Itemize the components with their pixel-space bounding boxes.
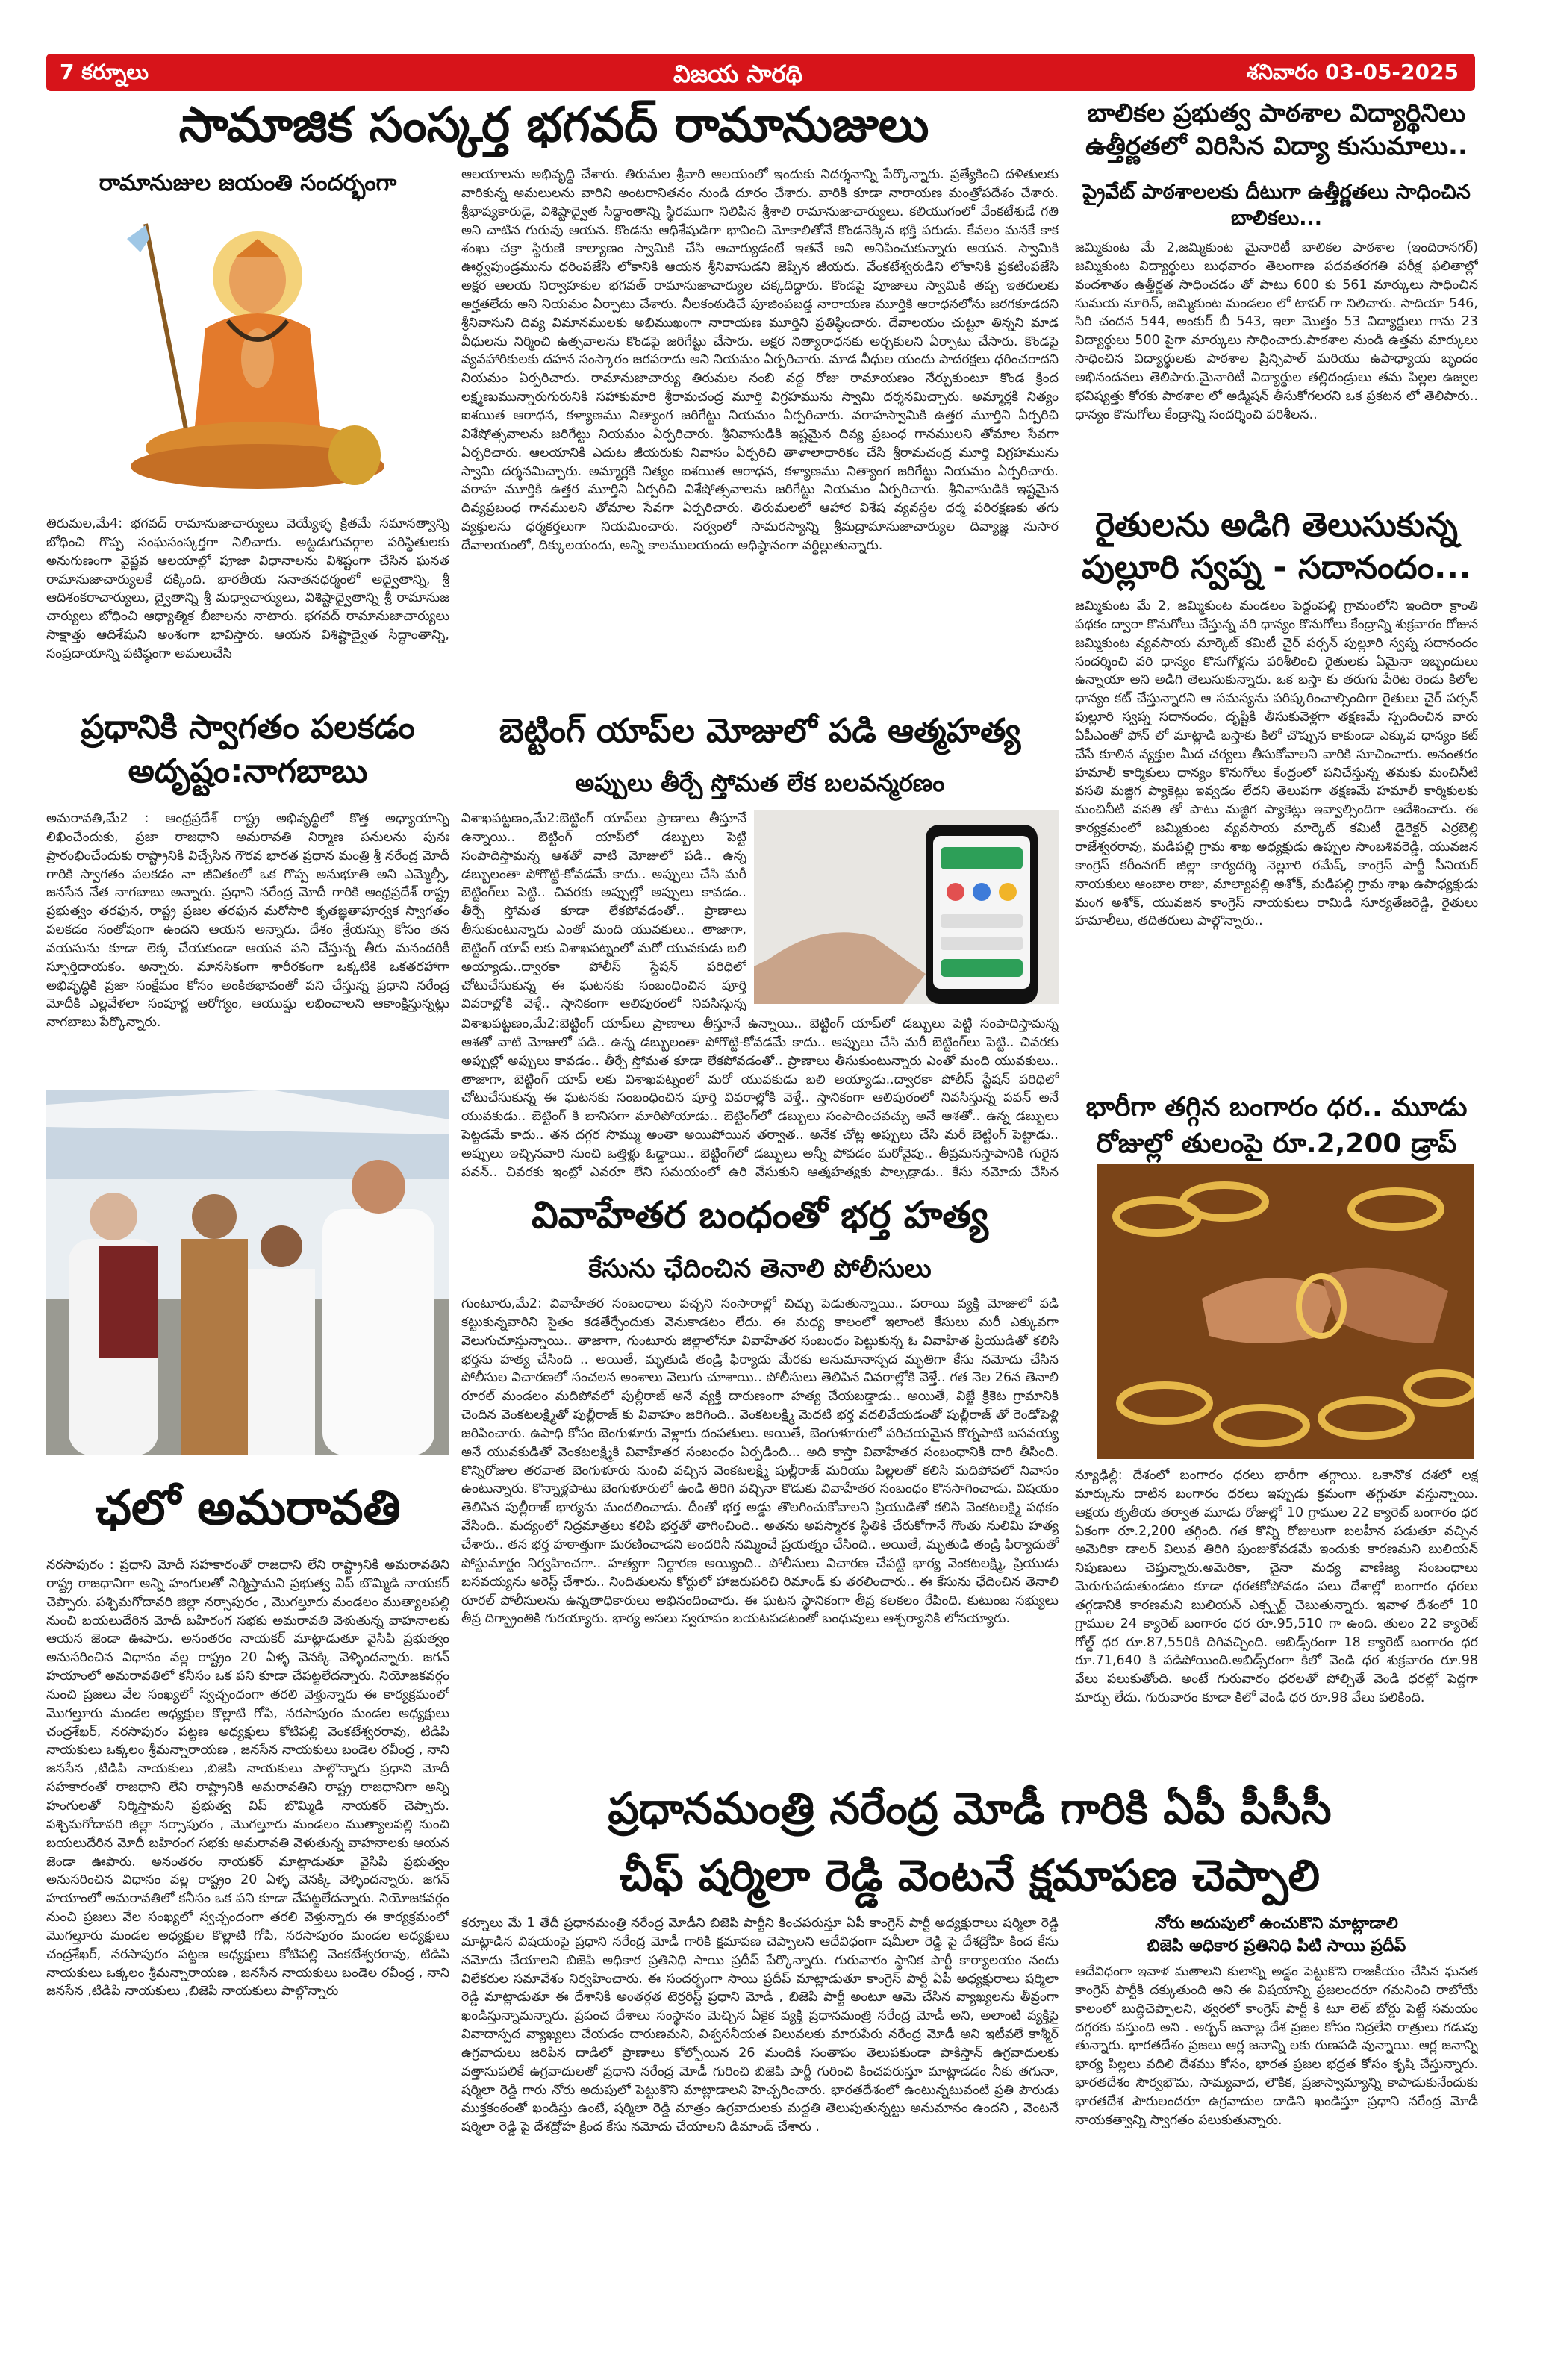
betting-headline: బెట్టింగ్ యాప్‌ల మోజులో పడి ఆత్మహత్య bbox=[499, 712, 1021, 750]
betting-text-continued: విశాఖపట్టణం,మే2:బెట్టింగ్ యాప్‌లు ప్రాణాలు తీస్తూనే ఉన్నాయి.. బెట్టింగ్ యాప్‌లో డబ్బులు పెట్టి సంపాదిస్తామన్న ఆశతో వాటి మోజులో పడి.. ఉన్న డబ్బులంతా పోగొట్టి-కోవడమే కాదు.. అప్పులు చేసి మరీ బెట్టింగ్‌లు పెట్టి.. చివరకు అప్పుల్లో అప్పులు కావడం.. తీర్చే స్తోమత కూడా లేకపోవడంతో.. ప్రాణాలు తీసుకుంటున్నారు ఎంతో మంది యువకులు.. తాజాగా, బెట్టింగ్ యాప్ లకు విశాఖపట్నంలో మరో యువకుడు బలి అయ్యాడు..ద్వారకా పోలీస్ స్టేషన్ పరిధిలో చోటుచేసుకున్న ఈ ఘటనకు సంబంధించిన పూర్తి వివరాల్లోకి వెళ్తే.. స్తానికంగా ఆలిపురంలో నివసిస్తున్న పవన్ అనే యువకుడు.. బెట్టింగ్ కి బానిసగా మారిపోయాడు.. బెట్టింగ్‌లో డబ్బులు సంపాదించవచ్చు అనే ఆశతో.. ఉన్న డబ్బులు పెట్టడమే కాదు.. తన దగ్గర సొమ్ము అంతా అయిపోయిన తర్వాత.. అనేక చోట్ల అప్పులు చేసి మరీ బెట్టింగ్ పెట్టాడు.. అప్పులు ఇచ్చినవారి నుంచి ఒత్తిళ్లు ఓడ్డాయి.. బెట్టింగ్‌లో డబ్బులు అన్నీ పోవడం మరోవైపు.. తీవ్రమనస్తాపానికి గురైన పవన్.. చివరకు ఇంట్లో ఎవరూ లేని సమయంలో ఉరి వేసుకుని ఆత్మహత్యకు పాల్పడ్డాడు.. కేసు నమోదు చేసిన bbox=[461, 1016, 1059, 1179]
balikalu-text: జమ్మికుంట మే 2,జమ్మికుంట మైనారిటీ బాలికల పాఠశాల (ఇందిరానగర్) జమ్మికుంట విద్యార్థులు బుధవారం తెలంగాణ పదవతరగతి పరీక్ష ఫలితాల్లో వందశాతం ఉత్తీర్ణత సాధించడం తో పాటు 600 కు 561 మార్కులు సాధించిన సుమయ నూరిన్, జమ్మికుంట మండలం లో టాపర్ గా నిలిచారు. సాదియా 546, సిరి చందన 544, అంకుర్ బీ 543, ఇలా మొత్తం 53 విద్యార్థులు గాను 23 విద్యార్థులు 500 పైగా మార్కులు సాధించారు.పాఠశాల నుండి ఉత్తమ మార్కులు సాధించిన విద్యార్థులకు పాఠశాల ప్రిన్సిపాల్ మరియు ఉపాధ్యాయ బృందం అభినందనలు తెలిపారు.మైనారిటీ విద్యార్థుల తల్లిదండ్రులు తమ పిల్లల ఉజ్వల భవిష్యత్తు కోరకు పాఠశాల లో అడ్మిషన్ తీసుకోగలరని ఒక ప్రకటన లో తెలిపారు.. ధాన్యం కొనుగోలు కేంద్రాన్ని సందర్శించి పరిశీలన.. bbox=[1075, 240, 1478, 422]
balikalu-subheadline: ప్రైవేట్ పాఠశాలలకు దీటుగా ఉత్తీర్ణతలు సాధించిన బాలికలు... bbox=[1082, 181, 1471, 231]
ramanuja-text-left: తిరుమల,మే4: భగవద్ రామానుజాచార్యులు వెయ్యేళ్ళ క్రితమే సమానత్వాన్ని బోధించి గొప్ప సంఘసంస్కర్తగా నిలిచారు. అట్టడుగువర్గాల పరిస్థితులకు అనుగుణంగా వైష్ణవ ఆలయాల్లో పూజా విధానాలను విశిష్టంగా చేసిన ఘనత రామానుజాచార్యులకే దక్కింది. భారతీయ సనాతనధర్మంలో అద్వైతాన్ని, శ్రీ ఆదిశంకరాచార్యులు, ద్వైతాన్ని శ్రీ మధ్వాచార్యులు, విశిష్టాద్వైతాన్ని శ్రీ రామానుజ చార్యులు బోధించి ఆధ్యాత్మిక బీజాలను నాటారు. భగవద్ రామానుజాచార్యులు సాక్షాత్తు ఆదిశేషుని అంశంగా భావిస్తారు. ఆయన విశిష్టాద్వైత సిద్ధాంతాన్ని, సంప్రదాయాన్ని పటిష్ఠంగా అమలుచేసి bbox=[46, 516, 449, 661]
gold-jewellery-photo bbox=[1097, 1164, 1474, 1459]
betting-text: విశాఖపట్టణం,మే2:బెట్టింగ్ యాప్‌లు ప్రాణాలు తీస్తూనే ఉన్నాయి.. బెట్టింగ్ యాప్‌లో డబ్బులు పెట్టి సంపాదిస్తామన్న ఆశతో వాటి మోజులో పడి.. ఉన్న డబ్బులంతా పోగొట్టి-కోవడమే కాదు.. అప్పులు చేసి మరీ బెట్టింగ్‌లు పెట్టి.. చివరకు అప్పుల్లో అప్పులు కావడం.. తీర్చే స్తోమత కూడా లేకపోవడంతో.. ప్రాణాలు తీసుకుంటున్నారు ఎంతో మంది యువకులు.. తాజాగా, బెట్టింగ్ యాప్ లకు విశాఖపట్నంలో మరో యువకుడు బలి అయ్యాడు..ద్వారకా పోలీస్ స్టేషన్ పరిధిలో చోటుచేసుకున్న ఈ ఘటనకు సంబంధించిన పూర్తి వివరాల్లోకి వెళ్తే.. స్తానికంగా ఆలిపురంలో నివసిస్తున్న bbox=[461, 811, 746, 1011]
vivaha-text: గుంటూరు,మే2: వివాహేతర సంబంధాలు పచ్చని సంసారాల్లో చిచ్చు పెడుతున్నాయి.. పరాయి వ్యక్తి మోజులో పడి కట్టుకున్నవారిని సైతం కడతేర్చేందుకు వెనుకాడటం లేదు. ఈ మధ్య కాలంలో ఇలాంటి కేసులు మరీ ఎక్కువగా వెలుగుచూస్తున్నాయి.. తాజాగా, గుంటూరు జిల్లాలోనూ వివాహేతర సంబంధం పెట్టుకున్న ఓ వివాహిత ప్రియుడితో కలిసి భర్తను హత్య చేసింది .. అయితే, మృతుడి తండ్రి ఫిర్యాదు మేరకు అనుమానాస్పద మృతిగా కేసు నమోదు చేసిన పోలీసుల విచారణలో సంచలన అంశాలు వెలుగు చూశాయి.. పోలీసులు తెలిపిన వివరాల్లోకి వెళ్తే.. గత నెల 26న తెనాలి రూరల్ మండలం మదిపోవలో పుల్లీరాజ్ అనే వ్యక్తి దారుణంగా హత్య చేయబడ్డాడు.. అయితే, విజ్జే క్రికెట గ్రామానికి చెందిన వెంకటలక్ష్మితో పుల్లీరాజ్ కు వివాహం జరిగింది.. వెంకటలక్ష్మి మెదటి భర్త వదలివేయడంతో పుల్లీరాజ్ తో రెండోపెళ్లి జరిపించారు. ఉపాధి కోసం బెంగుళూరు వెళ్లారు దంపతులు. అయితే, బెంగుళూరులో పరిచయమైన కొర్నపాటి బసవయ్య అనే యువకుడితో వెంకటలక్ష్మికి వివాహేతర సంబంధం ఏర్పడింది... అది కాస్తా వివాహేతర సంబంధానికి దారి తీసింది. కొన్నిరోజుల తరవాత బెంగుళూరు నుంచి వచ్చిన వెంకటలక్ష్మి పుల్లీరాజ్ మరియు పిల్లలతో కలిసి మదిపోవలో నివాసం ఉంటున్నారు. కొన్నాళ్లపాటు బెంగుళూరులో ఉండి తిరిగి వచ్చినా కొడుకు వివాహేతర సంబంధం కొనసాగించాడు. విషయం తెలిసిన పుల్లీరాజ్ భార్యను మందలించాడు. దీంతో భర్త అడ్డు తొలగించుకోవాలని ప్రియుడితో కలిసి వెంకటలక్ష్మి పథకం వేసింది.. మద్యంలో నిద్రమాత్రలు కలిపి భర్తతో తాగించింది.. అతను అపస్మారక స్థితికి చేరుకోగానే గొంతు నులిమి హత్య చేశారు.. తన భర్త హఠాత్తుగా మరణించాడని అందరినీ నమ్మించే ప్రయత్నం చేసింది.. అయితే, మృతుడి తండ్రి ఫిర్యాదుతో పోస్టుమార్టం నిర్వహించగా.. హత్యగా నిర్ధారణ అయ్యింది.. పోలీసులు విచారణ చేపట్టి భార్య వెంకటలక్ష్మి, ప్రియుడు బసవయ్యను అరెస్ట్ చేశారు.. నిందితులను కోర్టులో హాజరుపరిచి రిమాండ్ కు తరలించారు.. ఈ కేసును ఛేదించిన తెనాలి రూరల్ పోలీసులను ఉన్నతాధికారులు అభినందించారు. ఈ ఘటన స్థానికంగా తీవ్ర కలకలం రేపింది. కుటుంబ సభ్యులు తీవ్ర దిగ్భ్రాంతికి గురయ్యారు. భార్య అసలు స్వరూపం బయటపడటంతో బంధువులు ఆశ్చర్యానికి లోనయ్యారు. bbox=[461, 1296, 1059, 1627]
gold-text: న్యూఢిల్లీ: దేశంలో బంగారం ధరలు భారీగా తగ్గాయి. ఒకానొక దశలో లక్ష మార్కును దాటిన బంగారం ధరలు ఇప్పుడు క్రమంగా తగ్గుతూ వస్తున్నాయి. ఆక్షయ తృతీయ తర్వాత మూడు రోజుల్లో 10 గ్రాముల 22 క్యారెట్ బంగారం ధర ఏకంగా రూ.2,200 తగ్గింది. గత కొన్ని రోజులుగా బలహీన పడుతూ వచ్చిన అమెరికా డాలర్ విలువ తిరిగి పుంజుకోవడమే ఇందుకు కారణమని బులియన్ నిపుణులు చెప్తున్నారు.అమెరికా, చైనా మధ్య వాణిజ్య సంబంధాలు మెరుగుపడుతుండటం కూడా ధరతకోపోవడం పలు దేశాల్లో బంగారం ధరలు తగ్గడానికి కారణమని బులియన్ ఎక్స్పర్ట్ చెబుతున్నారు. ఇవాళ దేశంలో 10 గ్రాముల 24 క్యారెట్ బంగారం ధర రూ.95,510 గా ఉంది. తులం 22 క్యారెట్ గోల్డ్ ధర రూ.87,550కి దిగివచ్చింది. అబిడ్స్‌రంగా 18 క్యారెట్ బంగారం ధర రూ.71,640 కి పడిపోయింది.అబిడ్స్‌రంగా కిలో వెండి ధర శుక్రవారం రూ.98 వేలు పలుకుతోంది. అంటే గురువారం ధరలతో పోల్చితే వెండి ధరల్లో పెద్దగా మార్పు లేదు. గురువారం కూడా కిలో వెండి ధర రూ.98 వేలు పలికింది. bbox=[1075, 1468, 1478, 1706]
chalo-amaravati-text: నరసాపురం : ప్రధాని మోదీ సహకారంతో రాజధాని లేని రాష్ట్రానికి అమరావతిని రాష్ట్ర రాజధానిగా అన్ని హంగులతో నిర్మిస్తామని ప్రభుత్వ విప్ బొమ్మిడి నాయకర్ చెప్పారు. పశ్చిమగోదావరి జిల్లా నర్సాపురం , మొగల్తూరు మండలం ముత్యాలపల్లి నుంచి బయలుదేరిన మోదీ బహిరంగ సభకు అమరావతి వెళుతున్న వాహనాలకు ఆయన జెండా ఊపారు. అనంతరం నాయకర్ మాట్లాడుతూ వైసిపి ప్రభుత్వం అనుసరించిన విధానం వల్ల రాష్ట్రం 20 ఏళ్ళ వెనక్కి వెళ్ళిందన్నారు. జగన్ హయాంలో అమరావతిలో కనీసం ఒక పని కూడా చేపట్టలేదన్నారు. నియోజకవర్గం నుంచి ప్రజలు వేల సంఖ్యలో స్వచ్ఛందంగా తరలి వెళ్తున్నారు ఈ కార్యక్రమంలో మొగల్తూరు మండల అధ్యక్షుల కొల్లాటి గోపి, నరసాపురం మండల అధ్యక్షులు చంద్రశేఖర్, నరసాపురం పట్టణ అధ్యక్షులు కోటిపల్లి వెంకటేశ్వరరావు, టిడిపి నాయకులు ఒక్కలం శ్రీమన్నారాయణ , జనసేన నాయకులు బండెల రవీంద్ర , నాని జనసేన ,టిడిపి నాయకులు ,బిజెపి నాయకులు పాల్గొన్నారు ప్రధాని మోదీ సహకారంతో రాజధాని లేని రాష్ట్రానికి అమరావతిని రాష్ట్ర రాజధానిగా అన్ని హంగులతో నిర్మిస్తామని ప్రభుత్వ విప్ బొమ్మిడి నాయకర్ చెప్పారు. పశ్చిమగోదావరి జిల్లా నర్సాపురం , మొగల్తూరు మండలం ముత్యాలపల్లి నుంచి బయలుదేరిన మోదీ బహిరంగ సభకు అమరావతి వెళుతున్న వాహనాలకు ఆయన జెండా ఊపారు. అనంతరం నాయకర్ మాట్లాడుతూ వైసిపి ప్రభుత్వం అనుసరించిన విధానం వల్ల రాష్ట్రం 20 ఏళ్ళ వెనక్కి వెళ్ళిందన్నారు. జగన్ హయాంలో అమరావతిలో కనీసం ఒక పని కూడా చేపట్టలేదన్నారు. నియోజకవర్గం నుంచి ప్రజలు వేల సంఖ్యలో స్వచ్ఛందంగా తరలి వెళ్తున్నారు ఈ కార్యక్రమంలో మొగల్తూరు మండల అధ్యక్షుల కొల్లాటి గోపి, నరసాపురం మండల అధ్యక్షులు చంద్రశేఖర్, నరసాపురం పట్టణ అధ్యక్షులు కోటిపల్లి వెంకటేశ్వరరావు, టిడిపి నాయకులు ఒక్కలం శ్రీమన్నారాయణ , జనసేన నాయకులు బండెల రవీంద్ర , నాని జనసేన ,టిడిపి నాయకులు ,బిజెపి నాయకులు పాల్గొన్నారు bbox=[46, 1558, 449, 1999]
gold-headline: భారీగా తగ్గిన బంగారం ధర.. మూడు రోజుల్లో తులంపై రూ.2,200 డ్రాప్ bbox=[1085, 1092, 1468, 1159]
ramanuja-illustration bbox=[75, 209, 426, 511]
page-label: 7 కర్నూలు bbox=[60, 60, 149, 84]
rythulu-text: జమ్మికుంట మే 2, జమ్మికుంట మండలం పెద్దంపల్లి గ్రామంలోని ఇందిరా క్రాంతి పథకం ద్వారా కొనుగోలు చేస్తున్న వరి ధాన్యం కొనుగోలు కేంద్రాన్ని శుక్రవారం రోజున జమ్మికుంట వ్యవసాయ మార్కెట్ కమిటీ చైర్ పర్సన్ పుల్లూరి స్వప్న సదానందం సందర్శించి వరి ధాన్యం కొనుగోళ్లను పరిశీలించి రైతులకు ఏమైనా ఇబ్బందులు ఉన్నాయా అని అడిగి తెలుసుకున్నారు. ఒక బస్తా కు తరుగు పేరిట రెండు కిలోల ధాన్యం కట్ చేస్తున్నారని ఆ సమస్యను పరిష్కరించాల్సిందిగా రైతులు చైర్ పర్సన్ పుల్లూరి స్వప్న సదానందం, దృష్టికి తీసుకువెళ్లగా తక్షణమే స్పందించిన వారు ఏపీఎంతో ఫోన్ లో మాట్లాడి బస్తాకు కిలో చొప్పున కాకుండా ఎక్కువ ధాన్యం కట్ చేసే కూలిన వ్యక్తుల మీద చర్యలు తీసుకోవాలని వారికి సూచించారు. అనంతరం హమాలీ కార్మికులు ధాన్యం కొనుగోలు కేంద్రంలో పనిచేస్తున్న తమకు మంచినీటి వసతి మజ్జిగ ప్యాకెట్లు ఇవ్వడం లేదని తెలుపగా తక్షణమే హమాలీ కార్మికులకు మంచినీటి వసతి తో పాటు మజ్జిగ ప్యాకెట్లు ఇవ్వాల్సిందిగా ఆదేశించారు. ఈ కార్యక్రమంలో జమ్మికుంట వ్యవసాయ మార్కెట్ కమిటీ డైరెక్టర్ ఎర్రబెల్లి రాజేశ్వరరావు, మడిపల్లి గ్రామ శాఖ అధ్యక్షుడు ఉప్పుల సాంబశివరెడ్డి, యువజన కాంగ్రెస్ కరీంనగర్ జిల్లా కార్యదర్శి నెల్లూరి రమేష్, కాంగ్రెస్ పార్టీ సీనియర్ నాయకులు ఆంబాల రాజు, మాల్యాపల్లి అశోక్, మడిపల్లి గ్రామ శాఖ ఉపాధ్యక్షుడు మంగ అశోక్, యువజన కాంగ్రెస్ నాయకులు రామిడి సూర్యతేజరెడ్డి, రైతులు హమాలీలు, తదితరులు పాల్గొన్నారు.. bbox=[1075, 599, 1478, 929]
vivaha-subheadline: కేసును ఛేదించిన తెనాలి పోలీసులు bbox=[588, 1254, 932, 1284]
nagababu-headline: ప్రధానికి స్వాగతం పలకడం అదృష్టం:నాగబాబు bbox=[81, 708, 415, 791]
ramanuja-subheadline: రామానుజుల జయంతి సందర్భంగా bbox=[99, 170, 397, 196]
sharmila-text-right: ఆదేవిధంగా ఇవాళ మతాలని కులాన్ని అడ్డం పెట్టుకొని రాజకీయం చేసిన ఘనత కాంగ్రెస్ పార్టీకి దక్కుతుంది అని ఈ విషయాన్ని ప్రజలందరూ గమనించి రాబోయే కాలంలో బుద్ధిచెప్పాలని, త్వరలో కాంగ్రెస్ పార్టీ కి టూ లెట్ బోర్డు పెట్టే సమయం దగ్గరకు వస్తుంది అని . అర్బన్ జనాబ్ల దేశ ప్రజల కోసం నిద్రలేని రాత్రులు గడుపు తున్నారు. భారతదేశం ప్రజలు ఆర్ల జనాన్ని లకు రుణపడి వున్నాయి. ఆర్ల జనాన్ని భార్య పిల్లలు వదిలి దేశము కోసం, భారత ప్రజల భద్రత కోసం కృషి చేస్తున్నారు. భారతదేశం సౌర్వభౌమ, సామ్యవాద, లౌకిక, ప్రజాస్వామ్యాన్ని కాపాడుకునేందుకు భారతదేశ పౌరులందరూ ఉగ్రవాదుల దాడిని ఖండిస్తూ ప్రధాని నరేంద్ర మోడీ నాయకత్వాన్ని స్వాగతం పలుకుతున్నారు. bbox=[1075, 1964, 1478, 2128]
chalo-amaravati-headline: ఛలో అమరావతి bbox=[95, 1481, 401, 1536]
ramanuja-text-main: ఆలయాలను అభివృద్ధి చేశారు. తిరుమల శ్రీవారి ఆలయంలో ఇందుకు నిదర్శనాన్ని పేర్కొన్నారు. ప్రత్యేకించి దళితులకు వారికున్న అమలులను వారిని అంటరానితనం నుండి దూరం చేశారు. వారికి కూడా నారాయణ మంత్రోపదేశం చేశారు. శ్రీభాష్యకారుడై, విశిష్టాద్వైత సిద్ధాంతాన్ని స్థిరముగా నిలిపిన శ్రీశాలి రామానుజాచార్యులు. కలియుగంలో వేంకటేశుడే గతి అని చాటిన గురువు ఆయన. కొండను ఆధిశేషుడిగా భావించి మోకాలితోనే కొండనెక్కిన భక్తి పరుడు. కేవలం మనకే కాక శంఖు చక్రా స్థిరుణి కాల్యాణం స్వామికి చేసి ఆచార్యుడంటే ఇతనే అని అనిపించుకున్నారు ఆయన. స్వామికి ఊర్ధ్వపుండ్రమును ధరింపజేసి లోకానికి ఆయన శ్రీనివాసుడని జెప్పిన జీయరు. వేంకటేశ్వరుడిని లోకానికి ప్రకటింపజేసి అక్షర ఆలయ నిర్వాహకుల భగవత్ రామానుజాచార్యుల చక్కదిద్దారు. కొండపై పూజాలు స్వామికి తప్ప ఇతరులకు అర్హతలేదు అని నియమం ఏర్పాటు చేశారు. నీలకంఠుడిచే పూజింపబడ్డ నారాయణ మూర్తికి ఆరాధనలోను జరగకూడదని శ్రీనివాసుని దివ్య విమానములకు అభిముఖంగా నారాయణ మూర్తిని ప్రతిష్ఠించారు. దేవాలయం చుట్టూ తిన్నని మాడ వీధులను నిర్మించి ఉత్సవాలను కొండపై జరిగేట్టు చేసారు. అక్షర నిత్యారాధనకు అర్చకులని ఏర్పాటు చేసారు. కొండపై వ్యవహారికులకు దహన సంస్కారం జరపరాదు అని నియమం ఏర్పరిచారు. మాడ వీధుల యందు పాదరక్షలు ధరించరాదని నియమం ఏర్పరిచారు. రామానుజాచార్యు తిరుమల నంబి వద్ద రోజు రామాయణం నేర్చుకుంటూ కొండ క్రింద లక్ష్మణుమున్నారుగురునికి సహాకుమారి శ్రీరామచంద్ర మూర్తి విగ్రహమును స్వామి దర్శనమిచ్చారు. అమ్మార్లకి నిత్యం ఐశయిత ఆరాధన, కళ్యాణము నిత్యాంగ జరిగేట్టు నియమం ఏర్పరిచారు. వరాహస్వామికి ఉత్తర మూర్తిని ఏర్పరిచి విశేషోత్సవాలను జరిగేట్టు నియమం ఏర్పరిచారు. శ్రీనివాసుడికి ఇష్టమైన దివ్య ప్రబంధ గానములని తోమాల సేవగా ఏర్పరిచారు. ఆలయానికి ఎదుట జీయరుకు నివాసం ఏర్పరిచి తాళాలాధారికం చేసి శ్రీరామచంద్ర మూర్తి విగ్రహమును స్వామి దర్శనమిచ్చారు. అమ్మార్లకి నిత్యం ఐశయిత ఆరాధన, కళ్యాణము నిత్యాంగ జరిగేట్టు నియమం ఏర్పరిచారు. వరాహ మూర్తికి ఉత్తర మూర్తిని ఏర్పరిచి విశేషోత్సవాలను జరిగేట్టు నియమం ఏర్పరిచారు. శ్రీనివాసుడికి ఇష్టమైన దివ్యప్రబంధ గానములని తోమాల సేవగా ఏర్పరిచారు. తిరుమలలో ఆహార విశేష వ్యవస్థల ధర్మ పరిరక్షణకు తగు వ్యక్తులను ధర్మకర్తలుగా నియమించారు. సర్వంలో సామరస్యాన్ని శ్రీమద్రామానుజాచార్యుల దివ్యాజ్ఞ నుసార దేవాలయంలో, దిక్కులయందు, అన్ని కాలములయందు అధిష్ఠానంగా వర్ధిల్లుతున్నారు. bbox=[461, 167, 1059, 553]
newspaper-name: విజయ సారథి bbox=[673, 60, 802, 88]
rythulu-headline: రైతులను అడిగి తెలుసుకున్న పుల్లూరి స్వప్న - సదానందం... bbox=[1082, 506, 1471, 587]
nagababu-text: అమరావతి,మే2 : ఆంధ్రప్రదేశ్ రాష్ట్ర అభివృద్ధిలో కొత్త అధ్యాయాన్ని లిఖించేందుకు, ప్రజా రాజధాని అమరావతి నిర్మాణ పనులను పునః ప్రారంభించేందుకు రాష్ట్రానికి విచ్చేసిన గౌరవ భారత ప్రధాన మంత్రి శ్రీ నరేంద్ర మోదీ గారికి స్వాగతం పలకడం నా జీవితంలో ఒక గొప్ప అనుభూతి అని ఎమ్మెల్సీ, జనసేన నేత నాగబాబు అన్నారు. ప్రధాని నరేంద్ర మోదీ గారికి ఆంధ్రప్రదేశ్ రాష్ట్ర ప్రభుత్వం తరఫున, రాష్ట్ర ప్రజల తరఫున మరోసారి కృతజ్ఞతాపూర్వక స్వాగతం పలకడం సంతోషంగా ఉందని ఆయన అన్నారు. దేశం శ్రేయస్సు కోసం తన వయసును కూడా లెక్క చేయకుండా ఆయన పని చేస్తున్న తీరు మనందరికీ స్ఫూర్తిదాయకం. అన్నారు. మానసికంగా శారీరకంగా ఒక్కటికి ఒకతరహాగా అభివృద్ధికి ప్రజా సంక్షేమం కోసం అంకితభావంతో పని చేస్తున్న ప్రధాని నరేంద్ర మోదీకి ఎల్లవేళలా సంపూర్ణ ఆరోగ్యం, ఆయుష్షు లభించాలని ఆకాంక్షిస్తున్నట్లు నాగబాబు పేర్కొన్నారు. bbox=[46, 811, 449, 1031]
issue-date: శనివారం 03-05-2025 bbox=[1246, 60, 1459, 84]
betting-subheadline: అప్పులు తీర్చే స్తోమత లేక బలవన్మరణం bbox=[575, 769, 945, 797]
vivaha-headline: వివాహేతర బంధంతో భర్త హత్య bbox=[532, 1193, 988, 1237]
sharmila-subheadline-1: నోరు అదుపులో ఉంచుకొని మాట్లాడాలి bbox=[1155, 1914, 1398, 1933]
sharmila-headline-line2: చీఫ్ షర్మిలా రెడ్డి వెంటనే క్షమాపణ చెప్పాలి bbox=[619, 1850, 1321, 1901]
sharmila-headline-line1: ప్రధానమంత్రి నరేంద్ర మోడీ గారికి ఏపీ పీసీసీ bbox=[608, 1783, 1332, 1834]
modi-welcome-photo bbox=[46, 1090, 449, 1455]
masthead-bar bbox=[46, 54, 1475, 91]
ramanuja-headline: సామాజిక సంస్కర్త భగవద్ రామానుజులు bbox=[178, 98, 929, 153]
betting-app-photo bbox=[754, 810, 1059, 1004]
sharmila-text-left: కర్నూలు మే 1 తేదీ ప్రధానమంత్రి నరేంద్ర మోడీని బిజెపి పార్టీని కించపరుస్తూ ఏపీ కాంగ్రెస్ పార్టీ అధ్యక్షురాలు షర్మిలా రెడ్డి మాట్లాడిన విషయంపై ప్రధాని నరేంద్ర మోడీ గారికి క్షమాపణ చెప్పాలని ఆదేవిధంగా షమీలా రెడ్డి పై దేశద్రోహి కింద కేసు నమోదు చేయాలని బిజెపి అధికార ప్రతినిధి సాయి ప్రదీప్ పేర్కొన్నారు. గురువారం స్థానిక పార్టీ కార్యాలయం నందు విలేకరుల సమావేశం నిర్వహించారు. ఈ సందర్భంగా సాయి ప్రదీప్ మాట్లాడుతూ కాంగ్రెస్ పార్టీ ఏపీ అధ్యక్షురాలు షర్మిలా రెడ్డి మాట్లాడుతూ ఈ దేశానికి అంతర్గత టెర్రరిస్ట్ ప్రధాని మోడీ , బిజెపి పార్టీ అంటూ ఆమె చేసిన వ్యాఖ్యలను తీవ్రంగా ఖండిస్తున్నామన్నారు. ప్రపంచ దేశాలు సంస్థానం మెచ్చిన ఏకైక వ్యక్తి ప్రధానమంత్రి నరేంద్ర మోడీ అని, అలాంటి వ్యక్తిపై వివాదాస్పద వ్యాఖ్యలు చేయడం దారుణమని, విశ్వసనీయత విలువలకు మారుపేరు నరేంద్ర మోడీ అని ఇటీవలే కాశ్మీర్ ఉగ్రవాదులు జరిపిన దాడిలో ప్రాణాలు కోల్పోయిన 26 మందికి సంతాపం తెలుపకుండా పాకిస్తాన్ ఉగ్రవాదులకు వత్తాసుపలికే ఉగ్రవాదులతో ప్రధాని నరేంద్ర మోడీ గురించి బిజెపి పార్టీ గురించి కించపరుస్తూ మాట్లాడడం నీకు తగునా, షర్మిలా రెడ్డి గారు నోరు అదుపులో పెట్టుకొని మాట్లాడాలని హెచ్చరించారు. భారతదేశంలో ఉంటున్నటువంటి ప్రతి పౌరుడు ముక్తకంఠంతో ఖండిస్తు ఉంటే, షర్మిలా రెడ్డి మాత్రం ఉగ్రవాదులకు మద్దతి తెలుపుతున్నట్టు అనుమానం ఉందని , వెంటనే షర్మిలా రెడ్డి పై దేశద్రోహ క్రింద కేసు నమోదు చేయాలని డిమాండ్ చేశారు . bbox=[461, 1916, 1059, 2135]
sharmila-subheadline-2: బిజెపి అధికార ప్రతినిధి పిటి సాయి ప్రదీప్ bbox=[1147, 1937, 1406, 1955]
balikalu-headline: బాలికల ప్రభుత్వ పాఠశాల విద్యార్థినిలు ఉత్తీర్ణతలో విరిసిన విద్యా కుసుమాలు.. bbox=[1085, 99, 1468, 162]
